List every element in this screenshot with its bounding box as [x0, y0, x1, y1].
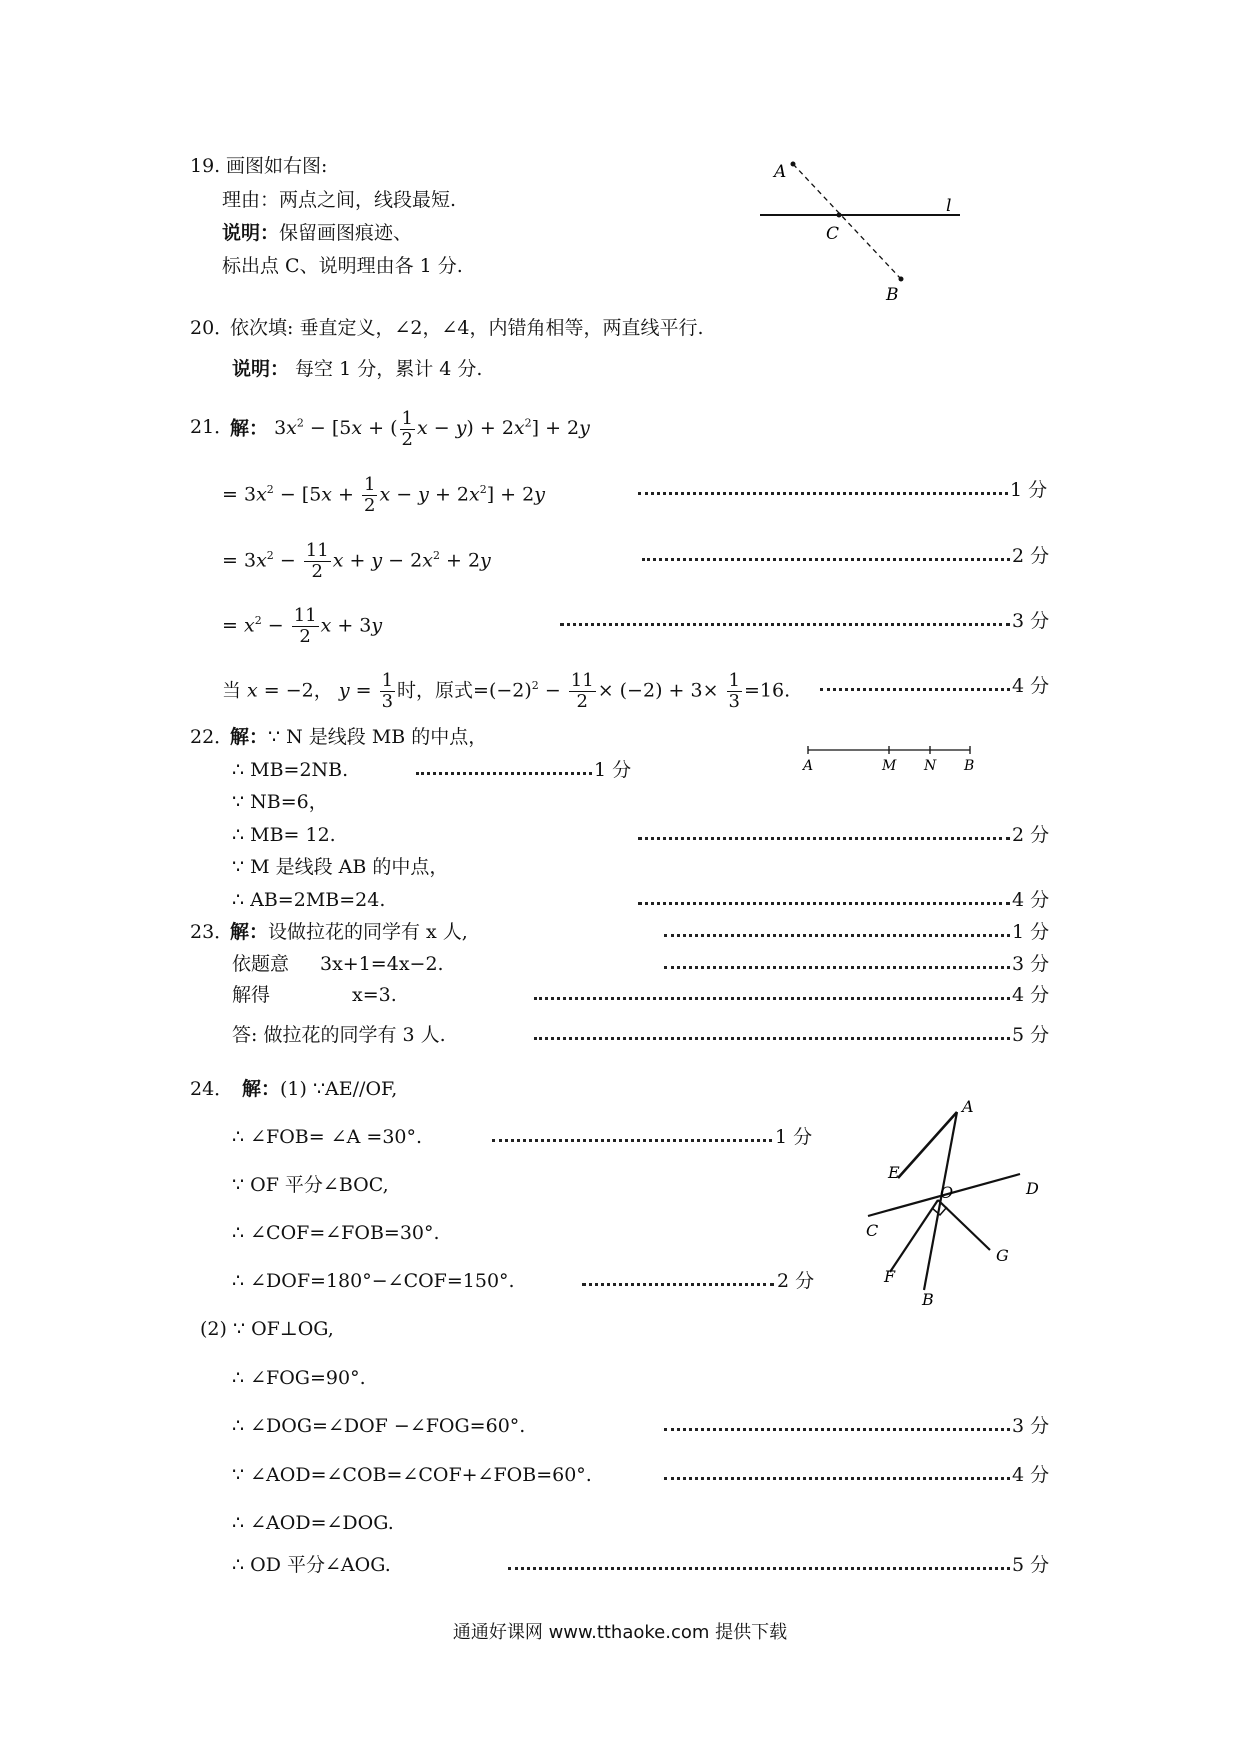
q22-fig-label-a: A	[803, 758, 814, 774]
q24-line3: ∴ ∠COF=∠FOB=30°.	[232, 1222, 440, 1244]
q24-fig-label-d: D	[1026, 1179, 1039, 1198]
q24-score3: 3 分	[1012, 1415, 1050, 1437]
q24-line4: ∴ ∠DOF=180°−∠COF=150°.	[232, 1270, 515, 1292]
q23-dots3	[534, 982, 1010, 1008]
q19-line1: 画图如右图:	[226, 155, 328, 177]
q19-line2: 理由：两点之间，线段最短.	[222, 189, 457, 211]
q21-score1: 1 分	[1010, 479, 1048, 501]
q21-step1: = $3x^2 - [5x$ + $\frac{1}{2}$ $x - y + 2x^2] + 2y$	[222, 473, 545, 516]
q24-score5: 5 分	[1012, 1554, 1050, 1576]
q22-line5: ∵ M 是线段 AB 的中点，	[232, 856, 449, 878]
q22-dots1	[416, 757, 592, 783]
q21-step4: 当 x = −2， y = $\frac{1}{3}$ 时，原式$=(-2)^2$ − $\frac{11}{2}$ × (−2) + 3× $\frac{1}{3}$ =16.	[222, 669, 791, 712]
q24-jie: 解：	[242, 1078, 281, 1100]
q22-line3: ∵ NB=6，	[232, 791, 328, 813]
q21-dots2	[642, 543, 1010, 569]
q22-l1: ∵ N 是线段 MB 的中点，	[268, 726, 488, 748]
q24-dots1	[492, 1124, 772, 1150]
q21-cond-text: 时，原式=	[397, 679, 489, 702]
q22-fig-label-m: M	[882, 758, 897, 774]
q24-fig-label-o: O	[940, 1183, 954, 1202]
q21-dots4	[820, 673, 1010, 699]
q19-line4: 标出点 C、说明理由各 1 分.	[222, 255, 463, 277]
q24-line9: ∴ OD 平分∠AOG.	[232, 1554, 391, 1576]
q24-line2: ∵ OF 平分∠BOC,	[232, 1174, 389, 1196]
q22-score2: 2 分	[1012, 824, 1050, 846]
q19-fig-label-a: A	[774, 162, 787, 182]
q24-p1	[242, 1076, 397, 1102]
q23-line3a: 解得	[232, 984, 271, 1006]
q22-line1	[230, 724, 487, 750]
q24-line1: ∴ ∠FOB= ∠A =30°.	[232, 1126, 423, 1148]
q23-dots4	[534, 1022, 1010, 1048]
q21-step3: = $x^2$ − $\frac{11}{2}$ x + 3y	[222, 604, 383, 647]
q21-expr0: $3x^2 - [5x$ + ( $\frac{1}{2}$ $x - y) + 2x^2] + 2y$	[274, 407, 590, 450]
q24-line5: ∴ ∠FOG=90°.	[232, 1367, 366, 1389]
q19-fig-label-b: B	[886, 285, 899, 305]
q24-dots5	[508, 1552, 1010, 1578]
q24-fig-label-b: B	[922, 1290, 934, 1309]
q23-line2a: 依题意	[232, 953, 290, 975]
q21-line0	[230, 400, 590, 452]
q23-line1	[230, 919, 468, 945]
q20-line1: 依次填: 垂直定义，∠2，∠4，内错角相等，两直线平行.	[230, 317, 704, 339]
footer-source: 通通好课网 www.tthaoke.com 提供下载	[452, 1622, 788, 1643]
q23-score4: 4 分	[1012, 984, 1050, 1006]
q21-jie: 解：	[230, 417, 269, 440]
q22-score1: 1 分	[594, 759, 632, 781]
q23-line4: 答: 做拉花的同学有 3 人.	[232, 1024, 446, 1046]
q20-number: 20．	[190, 317, 234, 339]
q23-score5: 5 分	[1012, 1024, 1050, 1046]
q24-score2: 2 分	[777, 1270, 815, 1292]
q24-fig-label-c: C	[866, 1221, 879, 1240]
q22-figure	[800, 740, 980, 780]
q21-score3: 3 分	[1012, 610, 1050, 632]
q23-l1: 设做拉花的同学有 x 人,	[268, 921, 468, 943]
q21-step2: = $3x^2$ − $\frac{11}{2}$ $x + y - 2x^2 + 2y$	[222, 539, 491, 582]
q19-number: 19.	[190, 155, 221, 177]
q22-line2: ∴ MB=2NB.	[232, 759, 349, 781]
q19-note-label: 说明：	[222, 222, 280, 244]
q23-line3b: x=3.	[352, 984, 397, 1006]
q23-dots2	[664, 951, 1010, 977]
q22-fig-label-n: N	[924, 758, 937, 774]
q24-number: 24．	[190, 1078, 234, 1100]
q24-line6: ∴ ∠DOG=∠DOF −∠FOG=60°.	[232, 1415, 526, 1437]
q21-score4: 4 分	[1012, 675, 1050, 697]
q23-jie: 解：	[230, 921, 269, 943]
q23-number: 23．	[190, 921, 234, 943]
q24-score1: 1 分	[775, 1126, 813, 1148]
q19-fig-label-l: l	[946, 196, 952, 216]
q22-number: 22．	[190, 726, 234, 748]
q19-note-text: 保留画图痕迹、	[279, 222, 413, 244]
q23-dots1	[664, 919, 1010, 945]
q24-dots2	[582, 1268, 774, 1294]
q19-figure	[760, 150, 980, 310]
q24-fig-label-g: G	[996, 1246, 1009, 1265]
q23-score1: 1 分	[1012, 921, 1050, 943]
q22-line4: ∴ MB= 12.	[232, 824, 336, 846]
q22-dots3	[638, 887, 1010, 913]
q24-dots4	[664, 1462, 1010, 1488]
q24-line7: ∵ ∠AOD=∠COB=∠COF+∠FOB=60°.	[232, 1464, 592, 1486]
q24-figure	[850, 1100, 1050, 1310]
q22-line6: ∴ AB=2MB=24.	[232, 889, 386, 911]
q24-score4: 4 分	[1012, 1464, 1050, 1486]
q23-line2b: 3x+1=4x−2.	[320, 953, 444, 975]
q21-dots1	[638, 477, 1008, 503]
q21-score2: 2 分	[1012, 545, 1050, 567]
q22-jie: 解：	[230, 726, 269, 748]
q20-note-label: 说明：	[232, 358, 290, 380]
q24-p1-text: (1) ∵AE//OF,	[280, 1078, 398, 1100]
q20-note	[232, 356, 482, 382]
q22-score4: 4 分	[1012, 889, 1050, 911]
q23-score3: 3 分	[1012, 953, 1050, 975]
q21-result: =16.	[743, 679, 791, 702]
q22-fig-label-b: B	[964, 758, 975, 774]
q24-fig-label-e: E	[888, 1163, 900, 1182]
q24-fig-label-a: A	[962, 1100, 974, 1116]
q22-dots2	[638, 822, 1010, 848]
q24-fig-label-f: F	[884, 1267, 896, 1286]
q21-dots3	[560, 608, 1010, 634]
q19-note	[222, 220, 412, 246]
q24-dots3	[664, 1413, 1010, 1439]
q20-note-text: 每空 1 分，累计 4 分.	[289, 358, 483, 380]
q24-line8: ∴ ∠AOD=∠DOG.	[232, 1512, 394, 1534]
q21-number: 21．	[190, 416, 234, 438]
q19-fig-label-c: C	[826, 224, 840, 244]
q24-p2: (2) ∵ OF⊥OG,	[200, 1318, 334, 1340]
